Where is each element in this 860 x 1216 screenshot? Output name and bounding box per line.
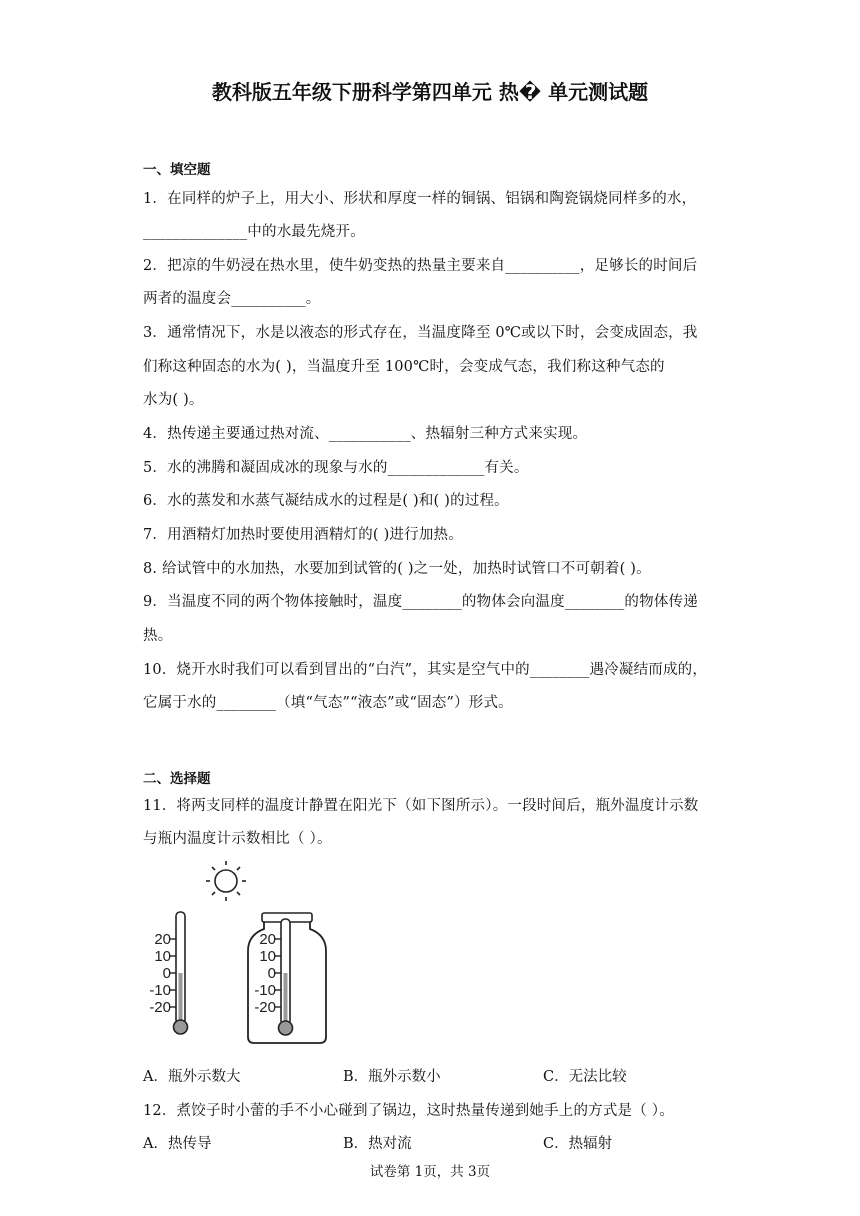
question-2-line-2: 两者的温度会__________。 (143, 291, 321, 307)
question-12-option-c[interactable]: C．热辐射 (543, 1136, 613, 1152)
question-9-line-1: 9．当温度不同的两个物体接触时，温度________的物体会向温度________的物体传递 (143, 594, 698, 610)
inside-scale-20: 20 (259, 931, 276, 948)
section-choice-heading: 二、选择题 (143, 771, 211, 787)
question-11-line-1: 11．将两支同样的温度计静置在阳光下（如下图所示）。一段时间后，瓶外温度计示数 (143, 798, 699, 814)
outside-scale-minus-10: -10 (149, 982, 171, 999)
thermometer-figure (140, 855, 340, 1050)
question-2-line-1: 2．把凉的牛奶浸在热水里，使牛奶变热的热量主要来自__________，足够长的时间后 (143, 258, 698, 274)
question-12-option-a[interactable]: A．热传导 (143, 1136, 212, 1152)
question-10-line-1: 10．烧开水时我们可以看到冒出的“白汽”，其实是空气中的________遇冷凝结而成的， (143, 662, 708, 678)
question-11-option-a[interactable]: A．瓶外示数大 (143, 1069, 241, 1085)
question-11-option-b[interactable]: B．瓶外示数小 (343, 1069, 441, 1085)
outside-scale-10: 10 (154, 948, 171, 965)
inside-scale-minus-10: -10 (254, 982, 276, 999)
outside-scale-20: 20 (154, 931, 171, 948)
outside-scale-0: 0 (162, 965, 171, 982)
question-9-line-2: 热。 (143, 628, 173, 644)
question-3-line-1: 3．通常情况下，水是以液态的形式存在，当温度降至 0℃或以下时，会变成固态，我 (143, 325, 698, 341)
question-1-line-2: ______________中的水最先烧开。 (143, 224, 365, 240)
question-10-line-2: 它属于水的________（填“气态”“液态”或“固态”）形式。 (143, 695, 513, 711)
sun-icon (206, 861, 246, 901)
question-3-line-3: 水为( )。 (143, 392, 204, 408)
question-7: 7．用酒精灯加热时要使用酒精灯的( )进行加热。 (143, 527, 463, 543)
bottle-thermometer (248, 913, 326, 1043)
page-footer: 试卷第 1页，共 3页 (369, 1164, 491, 1180)
question-11-option-c[interactable]: C．无法比较 (543, 1069, 627, 1085)
section-fill-in-heading: 一、填空题 (143, 162, 211, 178)
question-12-option-b[interactable]: B．热对流 (343, 1136, 412, 1152)
question-1-line-1: 1．在同样的炉子上，用大小、形状和厚度一样的铜锅、铝锅和陶瓷锅烧同样多的水， (143, 191, 697, 207)
question-12: 12．煮饺子时小蕾的手不小心碰到了锅边，这时热量传递到她手上的方式是（ ）。 (143, 1103, 674, 1119)
question-6: 6．水的蒸发和水蒸气凝结成水的过程是( )和( )的过程。 (143, 493, 509, 509)
inside-scale-minus-20: -20 (254, 999, 276, 1016)
question-3-line-2: 们称这种固态的水为( )，当温度升至 100℃时，会变成气态，我们称这种气态的 (143, 359, 665, 375)
question-4: 4．热传递主要通过热对流、___________、热辐射三种方式来实现。 (143, 426, 588, 442)
question-11-line-2: 与瓶内温度计示数相比（ ）。 (143, 831, 332, 847)
outside-thermometer (149, 912, 187, 1034)
inside-scale-0: 0 (267, 965, 276, 982)
question-5: 5．水的沸腾和凝固成冰的现象与水的_____________有关。 (143, 460, 529, 476)
outside-scale-minus-20: -20 (149, 999, 171, 1016)
page-title: 教科版五年级下册科学第四单元 热� 单元测试题 (211, 80, 649, 104)
question-8: 8. 给试管中的水加热，水要加到试管的( )之一处，加热时试管口不可朝着( )。 (143, 561, 651, 577)
inside-scale-10: 10 (259, 948, 276, 965)
